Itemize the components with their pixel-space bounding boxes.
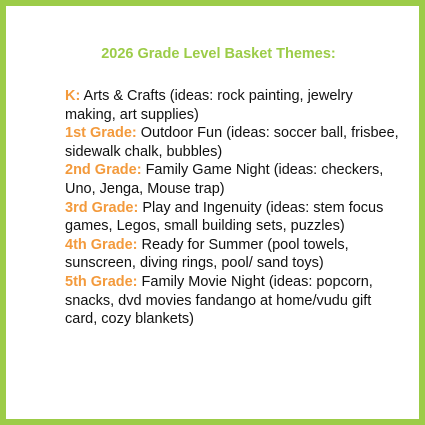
entry-5th-grade	[65, 273, 405, 329]
grade-label-3rd: 3rd Grade:	[65, 199, 139, 216]
grade-themes-list	[65, 87, 405, 329]
theme-text-1st: Outdoor Fun (ideas: soccer ball, frisbee, sidewalk chalk, bubbles)	[65, 125, 399, 160]
grade-label-k: K:	[65, 88, 81, 104]
entry-4th-grade	[65, 236, 405, 273]
entry-3rd-grade	[65, 199, 405, 236]
theme-text-5th: Family Movie Night (ideas: popcorn, snacks, dvd movies fandango at home/vudu gift card, cozy blankets)	[65, 273, 373, 328]
entry-1st-grade	[65, 124, 405, 161]
entry-2nd-grade	[65, 161, 405, 198]
grade-label-1st: 1st Grade:	[65, 125, 137, 142]
theme-text-4th: Ready for Summer (pool towels, sunscreen, diving rings, pool/ sand toys)	[65, 236, 349, 272]
theme-text-k: Arts & Crafts (ideas: rock painting, jewelry making, art supplies)	[65, 88, 353, 123]
theme-text-2nd: Family Game Night (ideas: checkers, Uno, Jenga, Mouse trap)	[65, 162, 384, 197]
grade-label-2nd: 2nd Grade:	[65, 162, 142, 179]
grade-label-4th: 4th Grade:	[65, 236, 138, 253]
grade-label-5th: 5th Grade:	[65, 273, 138, 290]
theme-text-3rd: Play and Ingenuity (ideas: stem focus games, Legos, small building sets, puzzles)	[65, 199, 384, 235]
entry-kindergarten	[65, 87, 405, 124]
document-title: 2026 Grade Level Basket Themes:	[101, 46, 336, 62]
